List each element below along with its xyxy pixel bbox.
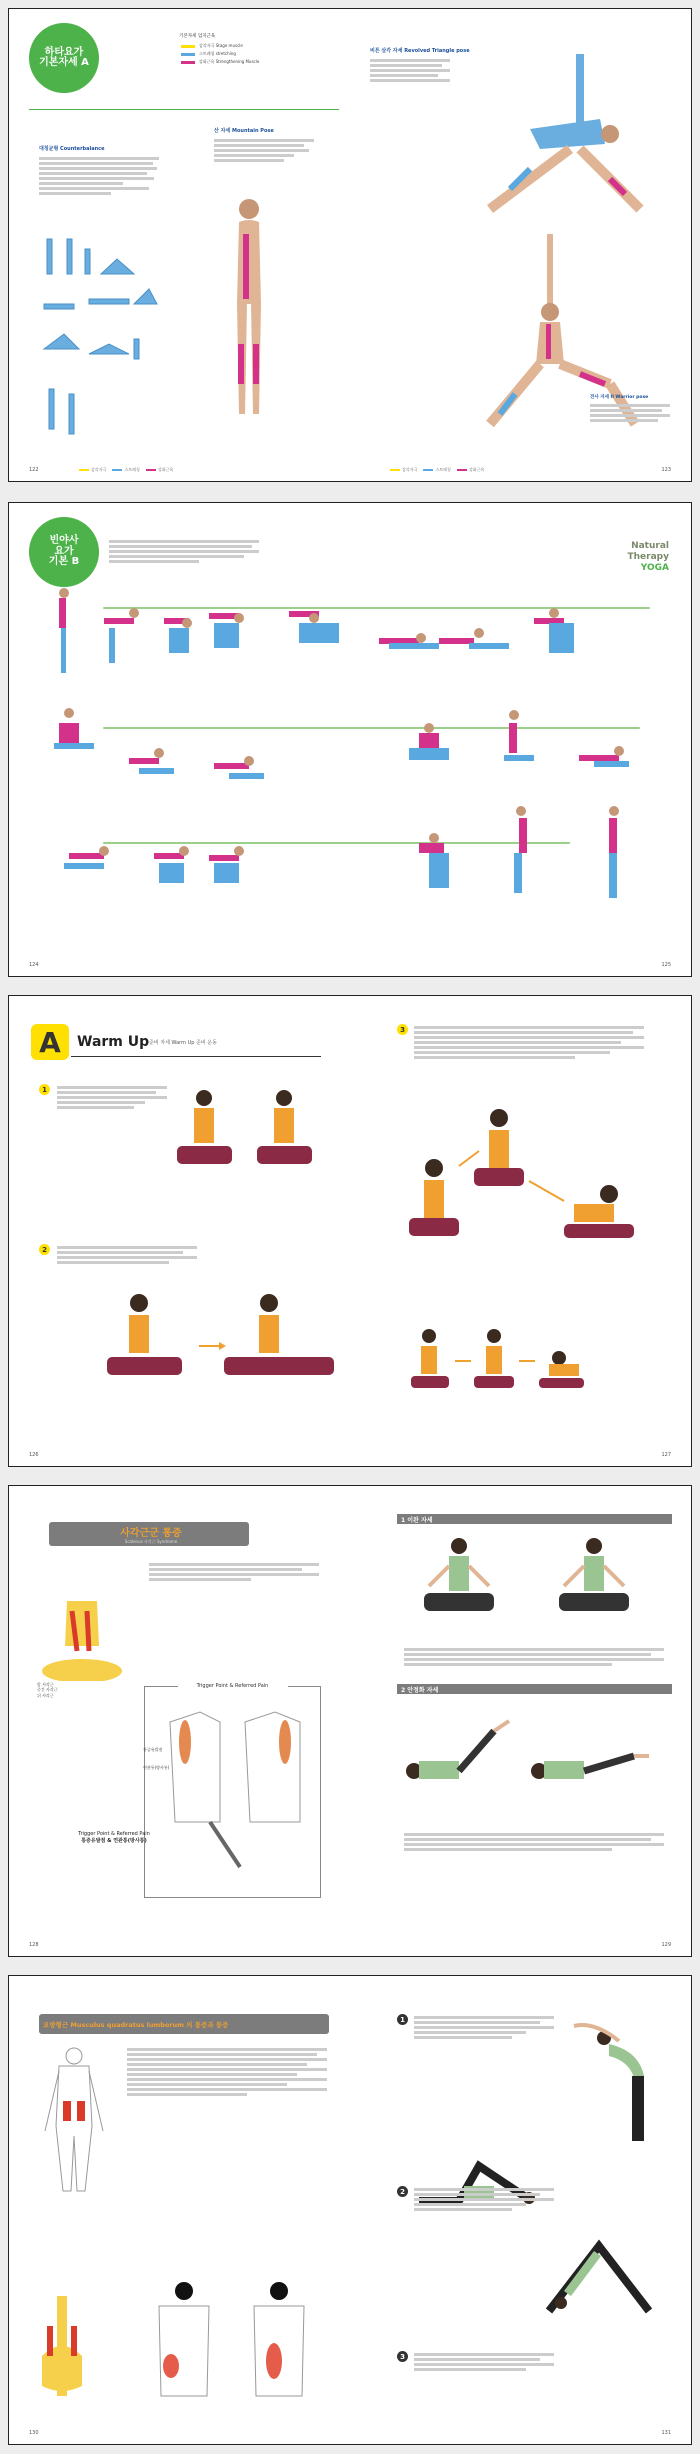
page-number-left: 122 xyxy=(29,467,39,473)
warm-up-subtitle: 준비 자세 Warm Up 준비 운동 xyxy=(149,1040,217,1046)
warrior-ii-heading: 전사 자세 II Warrior pose xyxy=(590,395,649,400)
step-1-photo xyxy=(169,1086,329,1186)
trigger-point-anatomy xyxy=(150,1702,315,1892)
title-rule xyxy=(71,1056,321,1057)
mountain-pose-text xyxy=(214,137,314,164)
page-number-left: 126 xyxy=(29,1452,39,1458)
revolved-triangle-figure xyxy=(470,49,670,219)
section-1-text xyxy=(404,1646,664,1668)
page-number-right: 123 xyxy=(661,467,671,473)
quadratus-intro xyxy=(127,2046,327,2098)
step-1-badge: 1 xyxy=(39,1084,50,1095)
section-1-bar: 1 이완 자세 xyxy=(397,1514,672,1524)
step-3-photos xyxy=(399,1106,679,1416)
spread-hatha-basic-a xyxy=(8,8,692,482)
legend xyxy=(181,42,259,66)
quadratus-title-bar: 요방형근 Musculus quadratus lumborum 의 통증과 통증 xyxy=(39,2014,329,2034)
step-3-badge: 3 xyxy=(397,1024,408,1035)
revolved-triangle-heading: 비튼 삼각 자세 Revolved Triangle pose xyxy=(370,48,470,54)
footer-legend-left: 감각자극 스트레칭 강화근육 xyxy=(79,467,173,473)
trigger-point-box xyxy=(143,1683,321,1898)
divider xyxy=(29,109,339,110)
step-2-badge: 2 xyxy=(397,2186,408,2197)
referred-pain-front xyxy=(234,2281,324,2401)
footer-legend-right: 감각자극 스트레칭 강화근육 xyxy=(390,467,484,473)
brand-logo: Natural Therapy YOGA xyxy=(627,541,669,573)
page-number-left: 128 xyxy=(29,1942,39,1948)
step-2-badge: 2 xyxy=(39,1244,50,1255)
vinyasa-sequence xyxy=(9,583,692,923)
step-3-text xyxy=(414,2351,554,2373)
spread-quadratus-lumborum xyxy=(8,1975,692,2445)
step-2-photo xyxy=(99,1291,349,1401)
spine-skeleton-illustration xyxy=(37,2296,87,2396)
section-2-bar: 2 안정화 자세 xyxy=(397,1684,672,1694)
spread-scalenus-pain xyxy=(8,1485,692,1957)
pain-label-2: 연관통(방사통) xyxy=(143,1765,170,1770)
scalenus-intro xyxy=(149,1561,319,1583)
step-3-text xyxy=(414,1024,644,1061)
side-stretch-photo xyxy=(564,2016,674,2146)
right-page xyxy=(350,9,691,481)
counterbalance-figures xyxy=(39,229,169,449)
section-2-text xyxy=(404,1831,664,1853)
legend-item-yellow: 감각자극 Stage muscle xyxy=(181,42,259,50)
neck-muscle-illustration xyxy=(37,1601,127,1681)
mountain-pose-figure xyxy=(209,194,289,434)
warm-up-title: Warm Up xyxy=(77,1034,150,1050)
page-number-right: 125 xyxy=(661,962,671,968)
page-number-right: 127 xyxy=(661,1452,671,1458)
trigger-point-box-title: Trigger Point & Referred Pain xyxy=(178,1683,288,1689)
section-letter-badge: A xyxy=(31,1024,69,1060)
step-2-text xyxy=(57,1244,197,1266)
revolved-triangle-text xyxy=(370,57,450,84)
page-number-left: 130 xyxy=(29,2430,39,2436)
warrior-ii-text xyxy=(590,402,670,424)
section-circle-title: 빈야사 요가 기본 B xyxy=(29,517,99,587)
step-2-text xyxy=(414,2186,554,2213)
page-number-right: 129 xyxy=(661,1942,671,1948)
step-1-badge: 1 xyxy=(397,2014,408,2025)
counterbalance-text xyxy=(39,155,159,197)
mountain-pose-heading: 산 자세 Mountain Pose xyxy=(214,128,274,134)
legend-title: 기본자세 엄지근육 xyxy=(179,34,216,39)
scalenus-labels: 앞 사각근 중간 사각근 뒤 사각근 xyxy=(37,1682,58,1698)
left-page xyxy=(9,9,350,481)
spread-warm-up xyxy=(8,995,692,1467)
pain-label-1: 통증유발점 xyxy=(143,1747,163,1752)
page-number-left: 124 xyxy=(29,962,39,968)
page-number-right: 131 xyxy=(661,2430,671,2436)
legend-item-blue: 스트레칭 stretching xyxy=(181,50,259,58)
spread-vinyasa-basic-b xyxy=(8,502,692,977)
intro-text xyxy=(109,538,259,565)
counterbalance-heading: 대칭균형 Counterbalance xyxy=(39,146,105,152)
step-1-text xyxy=(57,1084,167,1111)
step-3-badge: 3 xyxy=(397,2351,408,2362)
legend-item-pink: 강화근육 Strengthening Muscle xyxy=(181,58,259,66)
referred-pain-back xyxy=(139,2281,229,2401)
section-circle-title: 하타요가 기본자세 A xyxy=(29,23,99,93)
relaxation-pose-photo xyxy=(399,1531,659,1631)
scalenus-title-bar: 사각근군 통증 Scalenus 사각근 Syndrome xyxy=(49,1522,249,1546)
step-1-text xyxy=(414,2014,554,2041)
downward-dog-photo xyxy=(539,2231,669,2321)
body-outline-illustration xyxy=(37,2046,112,2196)
stabilization-pose-photo xyxy=(399,1701,659,1811)
trigger-point-caption: Trigger Point & Referred Pain 통증유발점 & 연관통(방사통) xyxy=(78,1831,150,1844)
